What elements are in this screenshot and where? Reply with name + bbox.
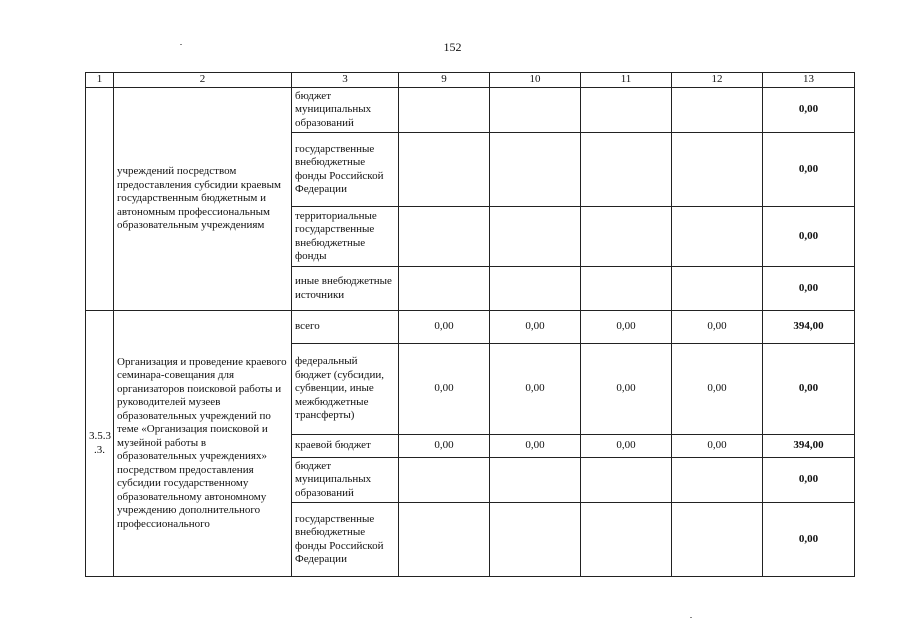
value-cell: 0,00	[490, 311, 581, 344]
budget-table	[85, 72, 855, 577]
funding-source: бюджет муниципальных образований	[292, 458, 399, 503]
header-col-12: 12	[672, 73, 763, 88]
value-cell	[672, 503, 763, 577]
value-cell	[672, 458, 763, 503]
value-cell	[581, 267, 672, 311]
value-cell: 0,00	[672, 435, 763, 458]
value-cell: 0,00	[581, 435, 672, 458]
scan-speck	[180, 44, 182, 45]
value-cell: 0,00	[399, 311, 490, 344]
total-value: 394,00	[763, 435, 855, 458]
value-cell	[399, 503, 490, 577]
total-value: 0,00	[763, 344, 855, 435]
value-cell: 0,00	[399, 435, 490, 458]
header-col-11: 11	[581, 73, 672, 88]
total-value: 0,00	[763, 267, 855, 311]
value-cell: 0,00	[490, 344, 581, 435]
value-cell	[672, 207, 763, 267]
header-col-9: 9	[399, 73, 490, 88]
header-row	[86, 73, 855, 88]
funding-source: иные внебюджетные источники	[292, 267, 399, 311]
item-code-cell	[86, 88, 114, 311]
total-value: 0,00	[763, 207, 855, 267]
total-value: 0,00	[763, 88, 855, 133]
value-cell	[581, 503, 672, 577]
funding-source: бюджет муниципальных образований	[292, 88, 399, 133]
total-value: 394,00	[763, 311, 855, 344]
page-number: 152	[443, 40, 462, 54]
header-col-10: 10	[490, 73, 581, 88]
value-cell	[490, 458, 581, 503]
header-col-3: 3	[292, 73, 399, 88]
value-cell	[581, 458, 672, 503]
value-cell: 0,00	[490, 435, 581, 458]
item-description: Организация и проведение краевого семинара-совещания для организаторов поисковой работы и руководителей музеев образовательных учреждений по теме «Организация поисковой и музейной работы в образовательных учреждениях» посредством предоставления субсидии государственному образовательному автономному учреждению дополнительного профессионального	[114, 311, 292, 577]
value-cell	[490, 88, 581, 133]
funding-source: всего	[292, 311, 399, 344]
value-cell	[672, 88, 763, 133]
funding-source: краевой бюджет	[292, 435, 399, 458]
value-cell: 0,00	[672, 311, 763, 344]
header-col-13: 13	[763, 73, 855, 88]
value-cell	[490, 207, 581, 267]
total-value: 0,00	[763, 133, 855, 207]
value-cell	[399, 88, 490, 133]
value-cell	[399, 267, 490, 311]
value-cell	[399, 133, 490, 207]
value-cell	[581, 207, 672, 267]
value-cell: 0,00	[672, 344, 763, 435]
table-row	[86, 311, 855, 344]
total-value: 0,00	[763, 503, 855, 577]
value-cell	[399, 207, 490, 267]
value-cell	[490, 267, 581, 311]
value-cell	[672, 133, 763, 207]
value-cell: 0,00	[399, 344, 490, 435]
funding-source: территориальные государственные внебюджетные фонды	[292, 207, 399, 267]
funding-source: федеральный бюджет (субсидии, субвенции, иные межбюджетные трансферты)	[292, 344, 399, 435]
value-cell: 0,00	[581, 344, 672, 435]
funding-source: государственные внебюджетные фонды Российской Федерации	[292, 133, 399, 207]
item-description: учреждений посредством предоставления субсидии краевым государственным бюджетным и автономным профессиональным образовательным учреждениям	[114, 88, 292, 311]
funding-source: государственные внебюджетные фонды Российской Федерации	[292, 503, 399, 577]
header-col-2: 2	[114, 73, 292, 88]
value-cell	[490, 133, 581, 207]
item-code: 3.5.3 .3.	[86, 311, 114, 577]
value-cell	[672, 267, 763, 311]
total-value: 0,00	[763, 458, 855, 503]
value-cell: 0,00	[581, 311, 672, 344]
header-col-1: 1	[86, 73, 114, 88]
value-cell	[581, 88, 672, 133]
value-cell	[399, 458, 490, 503]
scan-speck	[690, 617, 692, 618]
value-cell	[581, 133, 672, 207]
table-row	[86, 88, 855, 133]
value-cell	[490, 503, 581, 577]
